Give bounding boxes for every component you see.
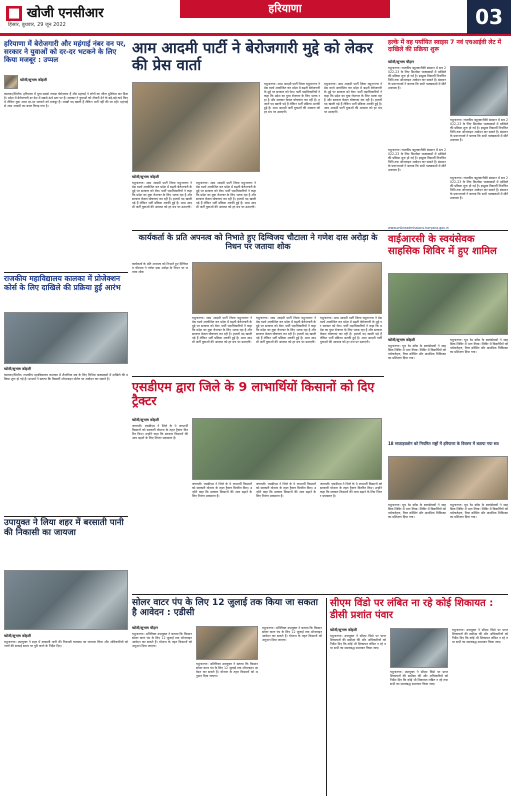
story-tractor [132,380,384,409]
divider [132,376,384,377]
headline: राजकीय महाविद्यालय कालका में प्रोजेक्शन कोर्स के लिए दाखिले की प्रक्रिया हुई आरंभ [4,274,121,292]
tractor-photo [192,418,382,480]
headline: कार्यकर्ता के प्रति अपनत्व को निभाते हुए दिग्विजय चौटाला ने गणेश दास अरोड़ा के निधन पर जताया शोक [138,233,378,252]
story-cm [330,598,508,621]
photo-caption: 18 सप्ताहवलोन को नियमित राष्ट्रों में हरियाणा के विवरण में बताया गया सत्र [388,441,499,446]
inspection-photo [4,570,128,630]
story-body-col3: यमुनानगर। उपायुक्त ने सीएम विंडो पर प्राप्त शिकायतों की समीक्षा की और अधिकारियों को निर्देश दिए कि कोई भी शिकायत लंबित न रहे तथा सभी का समयबद्ध समाधान किया जाए। [452,628,508,644]
byline: खोजी/सुभाष चौहान [388,60,415,64]
divider [4,272,128,273]
story-body: कालका/पिंजौर। राजकीय महाविद्यालय कालका में शैक्षणिक सत्र के लिए विभिन्न पाठ्यक्रमों में दाखिले की प्रक्रिया शुरू हो गई है। प्राचार्य ने बताया कि विद्यार्थी ऑनलाइन पोर्टल पर आवेदन कर सकते हैं। [4,373,128,381]
review-meeting-photo [390,628,448,668]
headline: एसडीएम द्वारा जिले के 9 लाभार्थियों किसानों को दिए ट्रैक्टर [132,379,375,409]
story-body-col2: यमुनानगर। आम आदमी पार्टी जिला यमुनानगर ने प्रेस वार्ता आयोजित कर प्रदेश में बढ़ती बेरोजगारी के मुद्दे पर सरकार को घेरा। पार्टी पदाधिकारियों ने कहा कि प्रदेश का युवा रोजगार के लिए भटक रहा है और सरकार केवल घोषणाएं कर रही है। हजारों पद खाली पड़े हैं लेकिन भर्ती प्रक्रिया अटकी हुई है। आम आदमी पार्टी युवाओं की आवाज को हर मंच पर उठाएगी। [192,316,252,344]
story-body-col4: यमुनानगर। आम आदमी पार्टी जिला यमुनानगर ने प्रेस वार्ता आयोजित कर प्रदेश में बढ़ती बेरोजगारी के मुद्दे पर सरकार को घेरा। पार्टी पदाधिकारियों ने कहा कि प्रदेश का युवा रोजगार के लिए भटक रहा है और सरकार केवल घोषणाएं कर रही है। हजारों पद खाली पड़े हैं लेकिन भर्ती प्रक्रिया अटकी हुई है। आम आदमी पार्टी युवाओं की आवाज को हर मंच पर उठाएगी। [324,82,382,114]
byline: खोजी/सुभाष कोहली [330,628,357,632]
story-body: कालका/पिंजौर। हरियाणा में युवा सबसे ज्यादा बेरोजगार हैं और महंगाई ने लोगों का जीना मुश्किल कर दिया है। प्रदेश में बेरोजगारी दर देश में सबसे ऊंचे स्तर पर है। सरकार ने युवाओं को नौकरी देने के बड़े-बड़े वादे किए थे लेकिन युवा आज दर-दर भटकने को मजबूर हैं। लाखों पद खाली हैं लेकिन भर्ती नहीं की जा रही। महंगाई से आम आदमी का बजट बिगड़ गया है। [4,92,128,108]
story-body-col3: यमुनानगर। आम आदमी पार्टी जिला यमुनानगर ने प्रेस वार्ता आयोजित कर प्रदेश में बढ़ती बेरोजगारी के मुद्दे पर सरकार को घेरा। पार्टी पदाधिकारियों ने कहा कि प्रदेश का युवा रोजगार के लिए भटक रहा है और सरकार केवल घोषणाएं कर रही है। हजारों पद खाली पड़े हैं लेकिन भर्ती प्रक्रिया अटकी हुई है। आम आदमी पार्टी युवाओं की आवाज को हर मंच पर उठाएगी। [264,82,320,114]
story-body-col3: जगाधरी। एसडीएम ने जिले के 9 लाभार्थी किसानों को सरकारी योजना के तहत ट्रैक्टर वितरित किए। उन्होंने कहा कि सरकार किसानों की आय बढ़ाने के लिए निरंतर प्रयासरत है। [256,482,316,498]
story-body-col1: यमुनानगर। उपायुक्त ने सीएम विंडो पर प्राप्त शिकायतों की समीक्षा की और अधिकारियों को निर्देश दिए कि कोई भी शिकायत लंबित न रहे तथा सभी का समयबद्ध समाधान किया जाए। [330,634,386,650]
story-body-col3: यमुनानगर। यूथ रेड क्रॉस के स्वयंसेवकों ने साहसिक शिविर में भाग लिया। शिविर में विद्यार्थियों को पर्वतारोहण, रिवर क्रॉसिंग और प्राथमिक चिकित्सा का प्रशिक्षण दिया गया। [388,503,446,519]
byline: खोजी/सुभाष चौहान [132,626,159,630]
story-solar [132,598,322,619]
headline: हल्के में वह पर्यायित स्वाइस 7 नवं एचआईवी लेट में दाखिले की प्रक्रिया शुरू [388,39,502,53]
press-meet-photo [132,82,260,172]
story-main [132,40,384,75]
story-body-col4: यमुनानगर। यूथ रेड क्रॉस के स्वयंसेवकों ने साहसिक शिविर में भाग लिया। शिविर में विद्यार्थियों को पर्वतारोहण, रिवर क्रॉसिंग और प्राथमिक चिकित्सा का प्रशिक्षण दिया गया। [450,503,508,519]
camp-photo [388,273,508,335]
college-photo [4,312,128,364]
story-body-col2: यमुनानगर। उपायुक्त ने सीएम विंडो पर प्राप्त शिकायतों की समीक्षा की और अधिकारियों को निर्देश दिए कि कोई भी शिकायत लंबित न रहे तथा सभी का समयबद्ध समाधान किया जाए। [390,670,448,686]
headline: उपायुक्त ने लिया शहर में बरसाती पानी की निकासी का जायजा [4,518,124,538]
official-photo [450,66,508,116]
byline: खोजी/सुभाष कोहली [132,175,159,179]
story-left-top [4,40,128,64]
headline: हरियाणा में बेरोजगारी और महंगाई नंबर वन पर, सरकार ने युवाओं को दर-दर भटकने के लिए किया मजबूर : उप्पल [4,40,126,65]
page-number: 03 [467,0,511,34]
section-title: हरियाणा [180,0,390,18]
story-body-col3: यमुनानगर। राजकीय बहुतकनीकी संस्थान में सत्र 2022-23 के लिए डिप्लोमा पाठ्यक्रमों में दाखिले की प्रक्रिया शुरू हो गई है। इच्छुक विद्यार्थी निर्धारित तिथि तक ऑनलाइन आवेदन कर सकते हैं। संस्थान के प्रधानाचार्य ने बताया कि सभी पाठ्यक्रमों में सीटें उपलब्ध हैं। [388,148,446,172]
headline: आम आदमी पार्टी ने बेरोजगारी मुद्दे को लेकर की प्रेस वार्ता [132,39,373,75]
story-body: यमुनानगर। उपायुक्त ने शहर में बरसाती पानी की निकासी व्यवस्था का जायजा लिया और अधिकारियों को नालों की सफाई समय पर पूरी करने के निर्देश दिए। [4,640,128,648]
story-body-col2: जगाधरी। एसडीएम ने जिले के 9 लाभार्थी किसानों को सरकारी योजना के तहत ट्रैक्टर वितरित किए। उन्होंने कहा कि सरकार किसानों की आय बढ़ाने के लिए निरंतर प्रयासरत है। [192,482,252,498]
story-body-col1: यमुनानगर। आम आदमी पार्टी जिला यमुनानगर ने प्रेस वार्ता आयोजित कर प्रदेश में बढ़ती बेरोजगारी के मुद्दे पर सरकार को घेरा। पार्टी पदाधिकारियों ने कहा कि प्रदेश का युवा रोजगार के लिए भटक रहा है और सरकार केवल घोषणाएं कर रही है। हजारों पद खाली पड़े हैं लेकिन भर्ती प्रक्रिया अटकी हुई है। आम आदमी पार्टी युवाओं की आवाज को हर मंच पर उठाएगी। [132,181,192,209]
dateline: हिसार, बुधवार, 29 जून 2022 [8,22,66,28]
story-body-col2: यमुनानगर। राजकीय बहुतकनीकी संस्थान में सत्र 2022-23 के लिए डिप्लोमा पाठ्यक्रमों में दाखिले की प्रक्रिया शुरू हो गई है। इच्छुक विद्यार्थी निर्धारित तिथि तक ऑनलाइन आवेदन कर सकते हैं। संस्थान के प्रधानाचार्य ने बताया कि सभी पाठ्यक्रमों में सीटें उपलब्ध हैं। [450,118,508,142]
masthead [0,0,511,36]
story-college [4,275,128,292]
story-body-col3: यमुनानगर। आम आदमी पार्टी जिला यमुनानगर ने प्रेस वार्ता आयोजित कर प्रदेश में बढ़ती बेरोजगारी के मुद्दे पर सरकार को घेरा। पार्टी पदाधिकारियों ने कहा कि प्रदेश का युवा रोजगार के लिए भटक रहा है और सरकार केवल घोषणाएं कर रही है। हजारों पद खाली पड़े हैं लेकिन भर्ती प्रक्रिया अटकी हुई है। आम आदमी पार्टी युवाओं की आवाज को हर मंच पर उठाएगी। [256,316,316,344]
divider [4,516,128,517]
solar-pump-photo [196,626,258,660]
headline: वाईआरसी के स्वयंसेवक साहसिक शिविर में हुए शामिल [388,234,497,257]
story-body-col2: यमुनानगर। अतिरिक्त उपायुक्त ने बताया कि किसान सोलर वाटर पंप के लिए 12 जुलाई तक ऑनलाइन आवेदन कर सकते हैं। योजना के तहत किसानों को अनुदान दिया जाएगा। [196,662,258,678]
paper-name: खोजी एनसीआर [26,6,104,21]
byline: खोजी/सुभाष कोहली [132,418,159,422]
byline: खोजी/सुभाष कोहली [4,367,31,371]
story-yrc [388,234,508,270]
admission-url: www.onlineadmissions.haryana.gov.in [388,226,449,230]
byline: खोजी/सुभाष कोहली [20,78,47,82]
condolence-photo [192,262,382,314]
story-right-top [388,40,508,54]
story-body-col1: कार्यकर्ता के प्रति अपनत्व को निभाते हुए दिग्विजय चौटाला ने गणेश दास अरोड़ा के निधन पर जताया शोक [132,262,188,274]
lineup-photo [388,456,508,500]
logo-mark: ■ [8,6,21,21]
banner-story [132,233,384,251]
story-body-col1: जगाधरी। एसडीएम ने जिले के 9 लाभार्थी किसानों को सरकारी योजना के तहत ट्रैक्टर वितरित किए। उन्होंने कहा कि सरकार किसानों की आय बढ़ाने के लिए निरंतर प्रयासरत है। [132,424,188,440]
story-body-col1: यमुनानगर। अतिरिक्त उपायुक्त ने बताया कि किसान सोलर वाटर पंप के लिए 12 जुलाई तक ऑनलाइन आवेदन कर सकते हैं। योजना के तहत किसानों को अनुदान दिया जाएगा। [132,632,192,648]
story-body-col1: यमुनानगर। यूथ रेड क्रॉस के स्वयंसेवकों ने साहसिक शिविर में भाग लिया। शिविर में विद्यार्थियों को पर्वतारोहण, रिवर क्रॉसिंग और प्राथमिक चिकित्सा का प्रशिक्षण दिया गया। [388,344,446,360]
story-body-col4: यमुनानगर। राजकीय बहुतकनीकी संस्थान में सत्र 2022-23 के लिए डिप्लोमा पाठ्यक्रमों में दाखिले की प्रक्रिया शुरू हो गई है। इच्छुक विद्यार्थी निर्धारित तिथि तक ऑनलाइन आवेदन कर सकते हैं। संस्थान के प्रधानाचार्य ने बताया कि सभी पाठ्यक्रमों में सीटें उपलब्ध हैं। [450,176,508,200]
story-body-col4: जगाधरी। एसडीएम ने जिले के 9 लाभार्थी किसानों को सरकारी योजना के तहत ट्रैक्टर वितरित किए। उन्होंने कहा कि सरकार किसानों की आय बढ़ाने के लिए निरंतर प्रयासरत है। [320,482,382,498]
headline: सोलर वाटर पंप के लिए 12 जुलाई तक किया जा सकता है आवेदन : एडीसी [132,598,318,619]
divider [132,230,508,231]
story-body-col1: यमुनानगर। राजकीय बहुतकनीकी संस्थान में सत्र 2022-23 के लिए डिप्लोमा पाठ्यक्रमों में दाखिले की प्रक्रिया शुरू हो गई है। इच्छुक विद्यार्थी निर्धारित तिथि तक ऑनलाइन आवेदन कर सकते हैं। संस्थान के प्रधानाचार्य ने बताया कि सभी पाठ्यक्रमों में सीटें उपलब्ध हैं। [388,66,446,90]
byline: खोजी/सुभाष कोहली [388,338,415,342]
headline: सीएम विंडो पर लंबित ना रहे कोई शिकायत : डीसी प्रशांत पंवार [330,598,494,621]
reporter-photo [4,75,18,89]
story-body-col2: यमुनानगर। आम आदमी पार्टी जिला यमुनानगर ने प्रेस वार्ता आयोजित कर प्रदेश में बढ़ती बेरोजगारी के मुद्दे पर सरकार को घेरा। पार्टी पदाधिकारियों ने कहा कि प्रदेश का युवा रोजगार के लिए भटक रहा है और सरकार केवल घोषणाएं कर रही है। हजारों पद खाली पड़े हैं लेकिन भर्ती प्रक्रिया अटकी हुई है। आम आदमी पार्टी युवाओं की आवाज को हर मंच पर उठाएगी। [196,181,256,209]
divider [326,598,327,796]
story-body-col2: यमुनानगर। यूथ रेड क्रॉस के स्वयंसेवकों ने साहसिक शिविर में भाग लिया। शिविर में विद्यार्थियों को पर्वतारोहण, रिवर क्रॉसिंग और प्राथमिक चिकित्सा का प्रशिक्षण दिया गया। [450,338,508,354]
story-body-col3: यमुनानगर। अतिरिक्त उपायुक्त ने बताया कि किसान सोलर वाटर पंप के लिए 12 जुलाई तक ऑनलाइन आवेदन कर सकते हैं। योजना के तहत किसानों को अनुदान दिया जाएगा। [262,626,322,642]
byline: खोजी/सुभाष कोहली [4,634,31,638]
story-body-col4: यमुनानगर। आम आदमी पार्टी जिला यमुनानगर ने प्रेस वार्ता आयोजित कर प्रदेश में बढ़ती बेरोजगारी के मुद्दे पर सरकार को घेरा। पार्टी पदाधिकारियों ने कहा कि प्रदेश का युवा रोजगार के लिए भटक रहा है और सरकार केवल घोषणाएं कर रही है। हजारों पद खाली पड़े हैं लेकिन भर्ती प्रक्रिया अटकी हुई है। आम आदमी पार्टी युवाओं की आवाज को हर मंच पर उठाएगी। [320,316,382,344]
paper-logo [6,3,104,21]
divider [132,594,508,595]
story-rain [4,519,128,539]
